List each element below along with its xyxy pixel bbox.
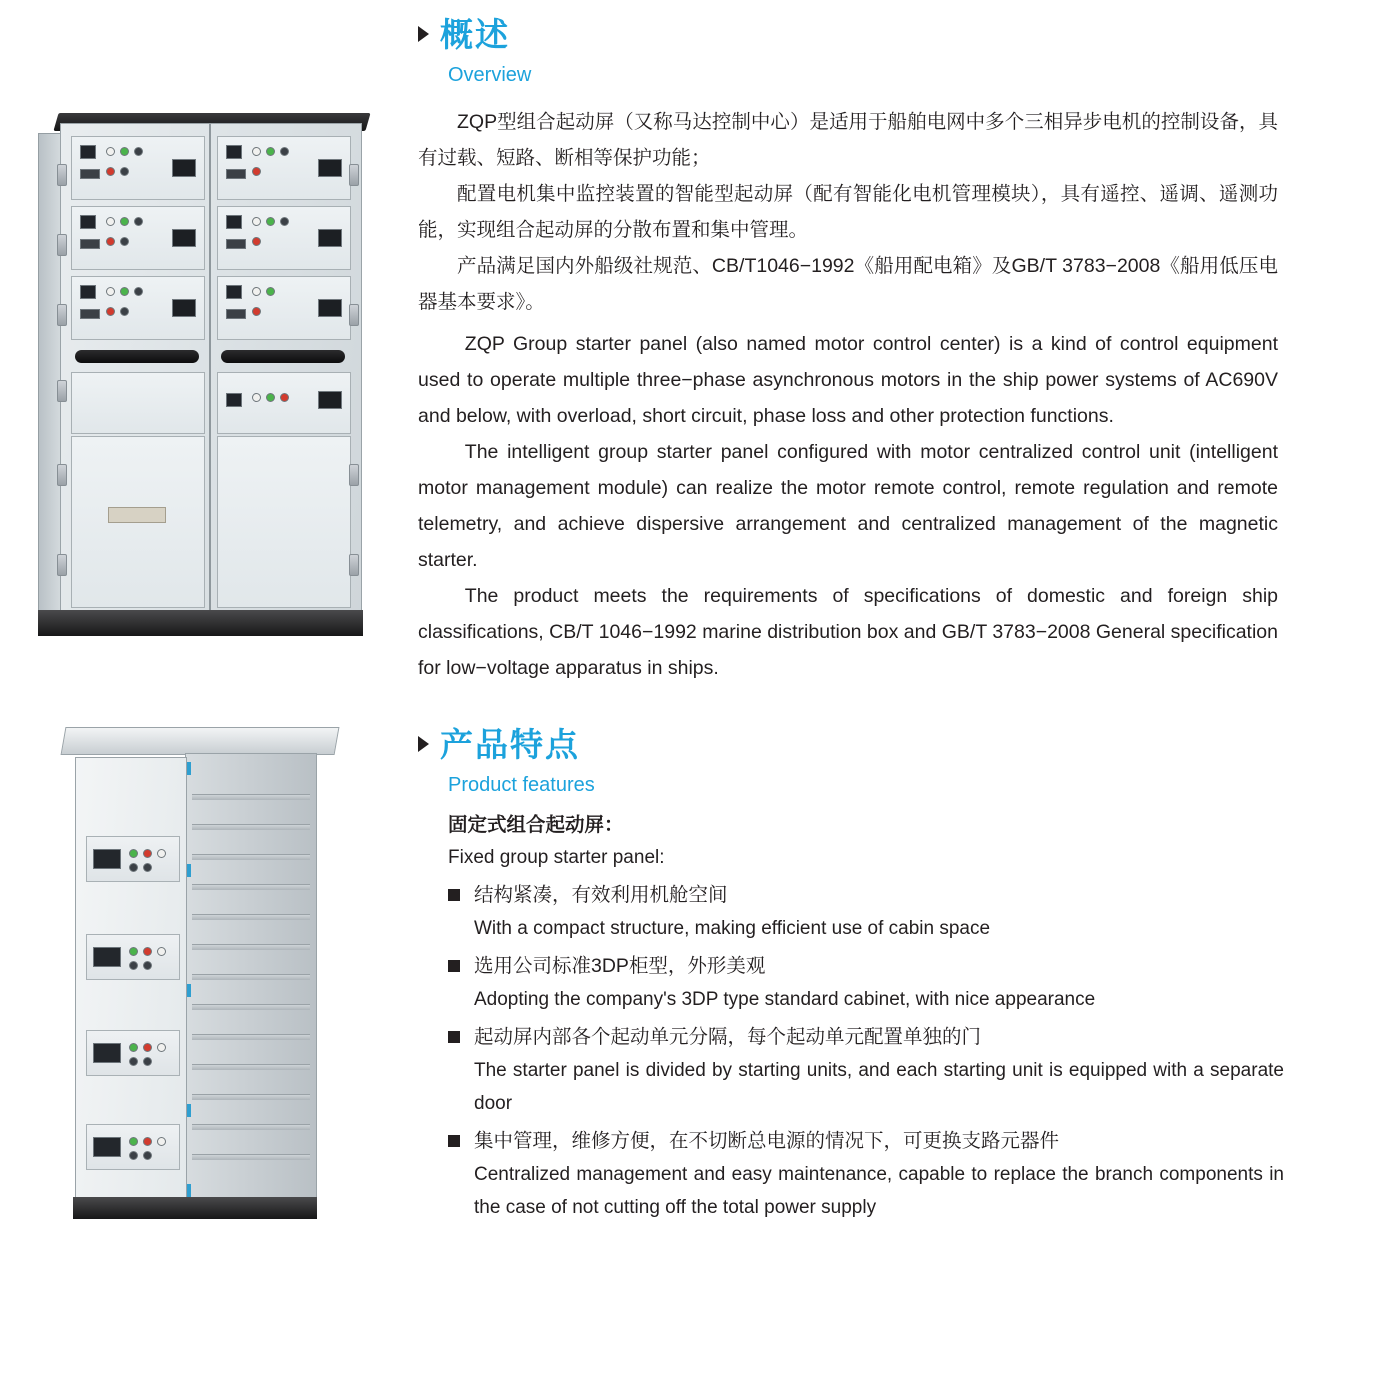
meter-icon	[318, 229, 342, 247]
feature-label-cn: 集中管理，维修方便，在不切断总电源的情况下，可更换支路元器件	[474, 1130, 1060, 1152]
indicator-lamp	[106, 147, 115, 156]
paragraph: The product meets the requirements of specifications of domestic and foreign ship classifications, CB/T 1046−1992 marine distribution box and GB/T 3783−2008 General specification for low−voltage apparatus in ships.	[418, 585, 1278, 679]
indicator-lamp	[106, 307, 115, 316]
indicator-lamp	[129, 1043, 138, 1052]
meter-icon	[172, 159, 196, 177]
indicator-lamp	[129, 947, 138, 956]
indicator-lamp	[129, 1137, 138, 1146]
indicator-lamp	[252, 167, 261, 176]
door-latch	[349, 164, 359, 186]
indicator-lamp	[120, 287, 129, 296]
indicator-lamp	[120, 237, 129, 246]
vent-slot	[192, 974, 310, 980]
square-bullet-icon	[448, 889, 460, 901]
feature-label-cn: 起动屏内部各个起动单元分隔，每个起动单元配置单独的门	[474, 1026, 982, 1048]
feature-text-en: Adopting the company's 3DP type standard cabinet, with nice appearance	[474, 989, 1096, 1010]
section-heading	[404, 14, 1284, 56]
overview-body-en	[404, 326, 1284, 686]
feature-label-cn: 结构紧凑，有效利用机舱空间	[474, 884, 728, 906]
indicator-lamp	[120, 307, 129, 316]
indicator-lamp	[129, 849, 138, 858]
meter-icon	[318, 391, 342, 409]
starter-unit	[86, 1030, 180, 1076]
door-latch	[57, 304, 67, 326]
section-heading	[404, 724, 1284, 766]
indicator-lamp	[157, 849, 166, 858]
section-title-en: Overview	[448, 64, 532, 86]
indicator-lamp	[106, 287, 115, 296]
indicator-lamp	[252, 307, 261, 316]
vent-slot	[192, 824, 310, 830]
feature-text-en: With a compact structure, making efficient use of cabin space	[474, 918, 991, 939]
display-icon	[80, 145, 96, 159]
meter-icon	[172, 299, 196, 317]
indicator-lamp	[120, 167, 129, 176]
door-latch	[349, 554, 359, 576]
section-title-cn: 产品特点	[440, 726, 580, 763]
door-handle	[75, 350, 199, 363]
control-knob-icon	[93, 1043, 121, 1063]
indicator-lamp	[266, 393, 275, 402]
indicator-lamp	[157, 947, 166, 956]
square-bullet-icon	[448, 960, 460, 972]
square-bullet-icon	[448, 1135, 460, 1147]
switch-icon	[80, 239, 100, 249]
indicator-lamp	[134, 147, 143, 156]
vent-slot	[192, 944, 310, 950]
switch-icon	[226, 239, 246, 249]
indicator-lamp	[143, 863, 152, 872]
starter-unit	[86, 1124, 180, 1170]
indicator-lamp	[266, 287, 275, 296]
paragraph: 产品满足国内外船级社规范、CB/T1046−1992《船用配电箱》及GB/T 3783−2008《船用低压电器基本要求》。	[418, 255, 1278, 313]
product-photo-bottom	[55, 715, 365, 1245]
indicator-lamp	[280, 217, 289, 226]
switch-icon	[226, 169, 246, 179]
product-photo-top	[38, 105, 373, 645]
door-latch	[57, 554, 67, 576]
starter-unit	[86, 836, 180, 882]
control-knob-icon	[93, 1137, 121, 1157]
indicator-lamp	[143, 849, 152, 858]
indicator-lamp	[280, 393, 289, 402]
indicator-lamp	[134, 287, 143, 296]
door-latch	[57, 464, 67, 486]
indicator-lamp	[143, 1043, 152, 1052]
features-subtitle-en: Fixed group starter panel:	[448, 847, 665, 868]
indicator-lamp	[143, 961, 152, 970]
starter-unit	[217, 372, 351, 434]
meter-icon	[318, 299, 342, 317]
display-icon	[226, 215, 242, 229]
section-overview	[404, 0, 1284, 686]
image-column	[0, 0, 400, 1379]
feature-text-cn	[448, 949, 1284, 983]
vent-slot	[192, 1154, 310, 1160]
indicator-lamp	[106, 217, 115, 226]
section-title-en: Product features	[448, 774, 595, 796]
section-title-cn: 概述	[440, 16, 510, 53]
text-column	[404, 0, 1284, 1224]
triangle-bullet-icon	[418, 736, 429, 752]
display-icon	[226, 285, 242, 299]
indicator-lamp	[252, 217, 261, 226]
indicator-lamp	[157, 1137, 166, 1146]
vent-slot	[192, 1124, 310, 1130]
vent-slot	[192, 854, 310, 860]
indicator-lamp	[252, 393, 261, 402]
meter-icon	[318, 159, 342, 177]
features-list	[404, 808, 1284, 1224]
door-latch	[349, 464, 359, 486]
cabinet-door	[71, 372, 205, 434]
features-subtitle-cn: 固定式组合起动屏：	[448, 814, 624, 836]
vent-slot	[192, 1064, 310, 1070]
paragraph: 配置电机集中监控装置的智能型起动屏（配有智能化电机管理模块），具有遥控、遥调、遥测功能，实现组合起动屏的分散布置和集中管理。	[418, 183, 1278, 241]
overview-body-cn	[404, 104, 1284, 320]
indicator-lamp	[143, 947, 152, 956]
control-knob-icon	[93, 849, 121, 869]
vent-slot	[192, 884, 310, 890]
indicator-lamp	[129, 1057, 138, 1066]
cabinet-plinth	[73, 1197, 317, 1219]
indicator-lamp	[120, 147, 129, 156]
starter-unit	[71, 136, 205, 200]
indicator-lamp	[252, 287, 261, 296]
indicator-lamp	[266, 147, 275, 156]
vent-slot	[192, 1034, 310, 1040]
starter-unit	[86, 934, 180, 980]
switch-icon	[80, 309, 100, 319]
door-latch	[349, 304, 359, 326]
display-icon	[226, 393, 242, 407]
indicator-lamp	[129, 961, 138, 970]
door-latch	[57, 380, 67, 402]
list-item	[448, 1124, 1284, 1224]
starter-unit	[71, 276, 205, 340]
section-product-features	[404, 724, 1284, 1224]
nameplate	[108, 507, 166, 523]
feature-label-cn: 选用公司标准3DP柜型，外形美观	[474, 955, 766, 977]
paragraph: The intelligent group starter panel configured with motor centralized control unit (intelligent motor management module) can realize the motor remote control, remote regulation and remote telemetry, and achieve dispersive arrangement and centralized management of the magnetic starter.	[418, 441, 1278, 571]
indicator-lamp	[157, 1043, 166, 1052]
feature-text-cn	[448, 1124, 1284, 1158]
square-bullet-icon	[448, 1031, 460, 1043]
cabinet-body	[60, 123, 362, 615]
cabinet-roof	[61, 727, 340, 755]
indicator-lamp	[143, 1151, 152, 1160]
indicator-lamp	[143, 1057, 152, 1066]
indicator-lamp	[129, 863, 138, 872]
indicator-lamp	[280, 147, 289, 156]
cabinet-door	[71, 436, 205, 608]
feature-text-cn	[448, 878, 1284, 912]
indicator-lamp	[106, 167, 115, 176]
cabinet-plinth	[38, 610, 363, 636]
cabinet-divider	[209, 124, 211, 614]
switch-icon	[226, 309, 246, 319]
starter-unit	[217, 276, 351, 340]
list-item	[448, 1020, 1284, 1120]
switch-icon	[80, 169, 100, 179]
paragraph: ZQP Group starter panel (also named motor control center) is a kind of control equipment used to operate multiple three−phase asynchronous motors in the ship power systems of AC690V and below, with overload, short circuit, phase loss and other protection functions.	[418, 333, 1278, 427]
indicator-lamp	[143, 1137, 152, 1146]
indicator-lamp	[252, 147, 261, 156]
feature-text-en: The starter panel is divided by starting units, and each starting unit is equipped with a separate door	[474, 1060, 1284, 1114]
indicator-lamp	[129, 1151, 138, 1160]
cabinet-front-doors	[75, 757, 187, 1199]
display-icon	[80, 285, 96, 299]
meter-icon	[172, 229, 196, 247]
indicator-lamp	[120, 217, 129, 226]
vent-slot	[192, 794, 310, 800]
door-latch	[57, 164, 67, 186]
display-icon	[80, 215, 96, 229]
feature-text-en: Centralized management and easy maintenance, capable to replace the branch components in the case of not cutting off the total power supply	[474, 1164, 1284, 1218]
starter-unit	[71, 206, 205, 270]
list-item	[448, 878, 1284, 945]
control-knob-icon	[93, 947, 121, 967]
paragraph: ZQP型组合起动屏（又称马达控制中心）是适用于船舶电网中多个三相异步电机的控制设备，具有过载、短路、断相等保护功能；	[418, 111, 1278, 169]
feature-text-cn	[448, 1020, 1284, 1054]
starter-unit	[217, 136, 351, 200]
list-item	[448, 949, 1284, 1016]
vent-slot	[192, 1004, 310, 1010]
indicator-lamp	[106, 237, 115, 246]
vent-slot	[192, 1094, 310, 1100]
door-latch	[57, 234, 67, 256]
vent-slot	[192, 914, 310, 920]
indicator-lamp	[266, 217, 275, 226]
cabinet-door	[217, 436, 351, 608]
door-handle	[221, 350, 345, 363]
starter-unit	[217, 206, 351, 270]
cabinet-side-panel	[185, 753, 317, 1205]
indicator-lamp	[252, 237, 261, 246]
triangle-bullet-icon	[418, 26, 429, 42]
display-icon	[226, 145, 242, 159]
indicator-lamp	[134, 217, 143, 226]
